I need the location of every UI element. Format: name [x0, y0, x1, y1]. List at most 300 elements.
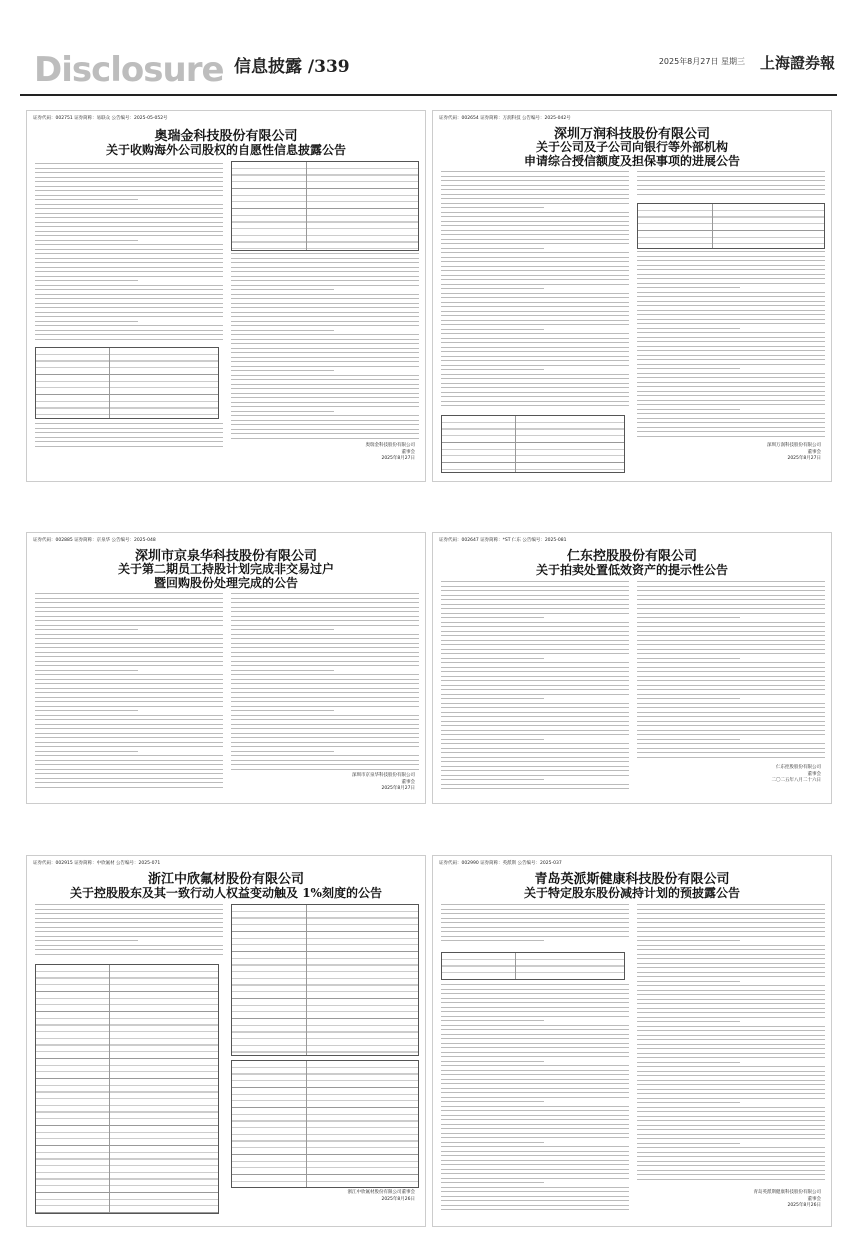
- text-line: [637, 1084, 825, 1085]
- text-line: [441, 198, 629, 199]
- text-line: [35, 661, 223, 662]
- text-line: [35, 611, 223, 612]
- text-line: [637, 1161, 825, 1162]
- text-line: [35, 190, 223, 191]
- text-line: [35, 638, 223, 639]
- text-line: [637, 658, 740, 659]
- text-line: [637, 436, 825, 437]
- text-line: [441, 766, 629, 767]
- text-line: [441, 383, 629, 384]
- text-line: [35, 249, 223, 250]
- text-line: [637, 608, 825, 609]
- text-line: [441, 1074, 629, 1075]
- text-line: [35, 222, 223, 223]
- text-line: [35, 616, 223, 617]
- text-line: [637, 707, 825, 708]
- text-line: [441, 998, 629, 999]
- text-line: [637, 703, 825, 704]
- text-line: [441, 189, 629, 190]
- text-line: [231, 420, 419, 421]
- text-line: [441, 360, 629, 361]
- text-line: [35, 208, 223, 209]
- notice-code: 证券代码：002915 证券简称：中欣氟材 公告编号：2025-071: [33, 861, 161, 866]
- text-line: [231, 402, 419, 403]
- company-name: 青岛英派斯健康科技股份有限公司: [534, 872, 730, 887]
- text-line: [637, 1107, 825, 1108]
- text-line: [637, 757, 825, 758]
- text-line: [637, 1048, 825, 1049]
- text-line: [35, 181, 223, 182]
- text-line: [35, 598, 223, 599]
- text-line: [35, 330, 223, 331]
- text-line: [441, 649, 629, 650]
- text-line: [637, 194, 825, 195]
- text-line: [637, 649, 825, 650]
- text-line: [441, 658, 544, 659]
- text-line: [441, 739, 544, 740]
- text-line: [637, 752, 825, 753]
- text-line: [35, 746, 223, 747]
- text-line: [231, 616, 419, 617]
- text-line: [35, 235, 223, 236]
- text-line: [637, 954, 825, 955]
- text-line: [231, 271, 419, 272]
- text-line: [441, 613, 629, 614]
- company-name: 仁东控股股份有限公司: [566, 549, 697, 564]
- signature-role: 董事会: [807, 771, 821, 777]
- text-line: [35, 226, 223, 227]
- text-line: [441, 689, 629, 690]
- text-line: [35, 927, 223, 928]
- text-line: [637, 730, 825, 731]
- text-line: [35, 782, 223, 783]
- text-line: [637, 1039, 825, 1040]
- text-line: [637, 355, 825, 356]
- text-line: [35, 446, 223, 447]
- text-line: [441, 306, 629, 307]
- text-line: [441, 757, 629, 758]
- text-line: [441, 1034, 629, 1035]
- text-line: [637, 595, 825, 596]
- text-line: [441, 617, 544, 618]
- notice-code: 证券代码：002647 证券简称：*ST 仁东 公告编号：2025-081: [439, 538, 567, 543]
- text-line: [637, 368, 740, 369]
- text-line: [441, 365, 629, 366]
- text-line: [637, 739, 740, 740]
- section-title: 信息披露 /339: [234, 57, 350, 77]
- text-line: [231, 370, 334, 371]
- text-line: [231, 334, 419, 335]
- text-line: [231, 607, 419, 608]
- text-line: [231, 415, 419, 416]
- text-line: [637, 292, 825, 293]
- text-line: [35, 316, 223, 317]
- text-line: [35, 679, 223, 680]
- text-line: [441, 989, 629, 990]
- text-line: [637, 256, 825, 257]
- text-line: [637, 1089, 825, 1090]
- signature-date: 2025年8月27日: [381, 786, 415, 791]
- text-line: [35, 217, 223, 218]
- text-line: [35, 922, 223, 923]
- notice-code: 证券代码：002990 证券简称：英派斯 公告编号：2025-037: [439, 861, 562, 866]
- text-line: [637, 404, 825, 405]
- text-line: [441, 761, 629, 762]
- text-line: [35, 652, 223, 653]
- text-line: [441, 913, 629, 914]
- text-line: [35, 441, 223, 442]
- notice-title: 关于拍卖处置低效资产的提示性公告: [535, 563, 728, 577]
- text-line: [35, 231, 223, 232]
- text-line: [441, 1043, 629, 1044]
- text-line: [231, 656, 419, 657]
- text-line: [637, 990, 825, 991]
- text-line: [441, 311, 629, 312]
- text-line: [231, 719, 419, 720]
- notice-title: 关于公司及子公司向银行等外部机构: [535, 140, 728, 154]
- text-line: [35, 325, 223, 326]
- text-line: [35, 737, 223, 738]
- text-line: [231, 643, 419, 644]
- text-line: [441, 1097, 629, 1098]
- text-line: [637, 323, 825, 324]
- text-line: [441, 1146, 629, 1147]
- text-line: [231, 706, 419, 707]
- text-line: [637, 1102, 740, 1103]
- text-line: [441, 784, 629, 785]
- text-line: [441, 626, 629, 627]
- notice-code: 证券代码：002885 证券简称：京泉华 公告编号：2025-048: [33, 538, 156, 543]
- text-line: [231, 411, 334, 412]
- text-line: [35, 289, 223, 290]
- text-line: [35, 909, 223, 910]
- text-line: [441, 221, 629, 222]
- text-line: [35, 904, 223, 905]
- text-line: [231, 670, 334, 671]
- text-line: [637, 287, 740, 288]
- text-line: [231, 769, 419, 770]
- body-text-left: [35, 163, 223, 343]
- text-line: [35, 271, 223, 272]
- equity-change-table-right: [231, 904, 419, 1056]
- text-line: [231, 280, 419, 281]
- text-line: [637, 296, 825, 297]
- company-name: 浙江中欣氟材股份有限公司: [147, 872, 304, 887]
- body-text-right-top: [637, 171, 825, 201]
- text-line: [231, 330, 334, 331]
- text-line: [35, 432, 223, 433]
- text-line: [441, 252, 629, 253]
- text-line: [637, 994, 825, 995]
- text-line: [441, 324, 629, 325]
- text-line: [441, 1088, 629, 1089]
- text-line: [35, 692, 223, 693]
- text-line: [441, 1151, 629, 1152]
- text-line: [35, 940, 138, 941]
- text-line: [35, 647, 223, 648]
- text-line: [231, 285, 419, 286]
- text-line: [637, 985, 825, 986]
- signature-company: 浙江中欣氟材股份有限公司董事会: [347, 1190, 415, 1195]
- shareholding-table: [441, 952, 625, 980]
- signature-block: [661, 765, 821, 785]
- text-line: [231, 375, 419, 376]
- text-line: [441, 185, 629, 186]
- text-line: [231, 647, 419, 648]
- text-line: [35, 423, 223, 424]
- text-line: [637, 967, 825, 968]
- text-line: [441, 378, 629, 379]
- text-line: [637, 1093, 825, 1094]
- text-line: [35, 945, 223, 946]
- body-text-right: [231, 253, 419, 443]
- text-line: [441, 725, 629, 726]
- text-line: [441, 1196, 629, 1197]
- text-line: [441, 1007, 629, 1008]
- text-line: [441, 748, 629, 749]
- text-line: [441, 779, 544, 780]
- text-line: [35, 701, 223, 702]
- text-line: [441, 347, 629, 348]
- text-line: [35, 706, 223, 707]
- text-line: [441, 703, 629, 704]
- text-line: [441, 1182, 544, 1183]
- text-line: [441, 270, 629, 271]
- text-line: [35, 168, 223, 169]
- text-line: [637, 698, 740, 699]
- text-line: [637, 1143, 740, 1144]
- text-line: [441, 734, 629, 735]
- text-line: [231, 289, 334, 290]
- text-line: [441, 1016, 629, 1017]
- text-line: [441, 922, 629, 923]
- text-line: [231, 303, 419, 304]
- page-header: [20, 40, 837, 88]
- text-line: [637, 963, 825, 964]
- masthead-logo: Disclosure: [34, 50, 224, 90]
- text-line: [231, 343, 419, 344]
- share-table: [35, 347, 219, 419]
- body-text-left: [35, 593, 223, 793]
- text-line: [637, 748, 825, 749]
- text-line: [441, 275, 629, 276]
- notice-panel-zhongxin: [26, 855, 426, 1227]
- text-line: [637, 725, 825, 726]
- text-line: [637, 1008, 825, 1009]
- text-line: [441, 342, 629, 343]
- text-line: [637, 976, 825, 977]
- text-line: [441, 1164, 629, 1165]
- text-line: [441, 1047, 629, 1048]
- text-line: [35, 755, 223, 756]
- text-line: [637, 604, 825, 605]
- text-line: [231, 253, 419, 254]
- text-line: [441, 216, 629, 217]
- notice-title-line2: 暨回购股份处理完成的公告: [153, 576, 298, 590]
- text-line: [441, 1070, 629, 1071]
- text-line: [637, 958, 825, 959]
- text-line: [231, 384, 419, 385]
- body-text-left: [441, 581, 629, 793]
- text-line: [441, 1160, 629, 1161]
- text-line: [441, 788, 629, 789]
- text-line: [441, 1029, 629, 1030]
- text-line: [441, 1209, 629, 1210]
- text-line: [35, 607, 223, 608]
- text-line: [441, 640, 629, 641]
- text-line: [231, 397, 419, 398]
- text-line: [231, 755, 419, 756]
- text-line: [441, 680, 629, 681]
- notice-panel-rendong: [432, 532, 832, 804]
- text-line: [441, 1178, 629, 1179]
- body-text-right: [637, 581, 825, 761]
- text-line: [637, 310, 825, 311]
- text-line: [35, 593, 223, 594]
- notice-panel-wanrun: [432, 110, 832, 482]
- text-line: [441, 667, 629, 668]
- text-line: [441, 207, 544, 208]
- text-line: [35, 913, 223, 914]
- text-line: [441, 1020, 544, 1021]
- text-line: [231, 348, 419, 349]
- text-line: [441, 698, 544, 699]
- text-line: [637, 269, 825, 270]
- text-line: [441, 288, 544, 289]
- text-line: [231, 406, 419, 407]
- body-text-left: [441, 984, 629, 1214]
- text-line: [35, 240, 138, 241]
- text-line: [35, 719, 223, 720]
- text-line: [231, 652, 419, 653]
- signature-date: 二〇二五年八月二十六日: [771, 778, 821, 783]
- text-line: [231, 393, 419, 394]
- text-line: [441, 261, 629, 262]
- text-line: [441, 1038, 629, 1039]
- text-line: [35, 303, 223, 304]
- text-line: [231, 737, 419, 738]
- text-line: [35, 339, 223, 340]
- text-line: [637, 386, 825, 387]
- text-line: [441, 931, 629, 932]
- text-line: [441, 176, 629, 177]
- text-line: [35, 186, 223, 187]
- text-line: [637, 931, 825, 932]
- notice-title: 关于控股股东及其一致行动人权益变动触及 1%刻度的公告: [70, 886, 382, 900]
- text-line: [637, 1138, 825, 1139]
- text-line: [231, 294, 419, 295]
- text-line: [35, 312, 223, 313]
- text-line: [35, 670, 138, 671]
- text-line: [441, 1065, 629, 1066]
- text-line: [231, 764, 419, 765]
- text-line: [35, 307, 223, 308]
- text-line: [441, 248, 544, 249]
- text-line: [231, 258, 419, 259]
- text-line: [35, 936, 223, 937]
- text-line: [637, 427, 825, 428]
- text-line: [35, 724, 223, 725]
- guarantee-table-right: [637, 203, 825, 249]
- text-line: [637, 662, 825, 663]
- text-line: [637, 1044, 825, 1045]
- text-line: [637, 283, 825, 284]
- text-line: [231, 316, 419, 317]
- text-line: [231, 433, 419, 434]
- text-line: [441, 315, 629, 316]
- text-line: [35, 625, 223, 626]
- text-line: [637, 1179, 825, 1180]
- text-line: [637, 359, 825, 360]
- text-line: [441, 752, 629, 753]
- text-line: [441, 243, 629, 244]
- text-line: [637, 626, 825, 627]
- text-line: [441, 1200, 629, 1201]
- text-line: [637, 712, 825, 713]
- text-line: [441, 635, 629, 636]
- text-line: [637, 581, 825, 582]
- text-line: [441, 180, 629, 181]
- text-line: [637, 734, 825, 735]
- text-line: [35, 688, 223, 689]
- text-line: [637, 1080, 825, 1081]
- text-line: [637, 265, 825, 266]
- text-line: [35, 918, 223, 919]
- text-line: [441, 257, 629, 258]
- text-line: [637, 1174, 825, 1175]
- text-line: [35, 683, 223, 684]
- text-line: [637, 431, 825, 432]
- text-line: [441, 1124, 629, 1125]
- text-line: [441, 586, 629, 587]
- text-line: [637, 689, 825, 690]
- signature-date: 2025年8月26日: [787, 1203, 821, 1208]
- text-line: [637, 640, 825, 641]
- notice-code: 证券代码：002751 证券简称：易联众 公告编号：2025-05-052号: [33, 116, 168, 121]
- text-line: [637, 936, 825, 937]
- text-line: [441, 1110, 629, 1111]
- text-line: [441, 631, 629, 632]
- text-line: [441, 730, 629, 731]
- body-text-left: [441, 171, 629, 411]
- text-line: [441, 1061, 544, 1062]
- text-line: [35, 298, 223, 299]
- text-line: [637, 617, 740, 618]
- text-line: [637, 909, 825, 910]
- text-line: [637, 305, 825, 306]
- text-line: [637, 395, 825, 396]
- text-line: [441, 1155, 629, 1156]
- text-line: [231, 366, 419, 367]
- text-line: [637, 972, 825, 973]
- text-line: [441, 392, 629, 393]
- text-line: [35, 267, 223, 268]
- text-line: [441, 284, 629, 285]
- text-line: [637, 631, 825, 632]
- body-text-left: [35, 904, 223, 960]
- text-line: [637, 1120, 825, 1121]
- text-line: [441, 644, 629, 645]
- text-line: [637, 1098, 825, 1099]
- text-line: [231, 276, 419, 277]
- notice-code: 证券代码：002654 证券简称：万润科技 公告编号：2025-042号: [439, 116, 571, 121]
- text-line: [637, 940, 740, 941]
- company-name: 深圳市京泉华科技股份有限公司: [134, 549, 317, 564]
- text-line: [35, 321, 138, 322]
- text-line: [231, 438, 419, 439]
- text-line: [35, 294, 223, 295]
- text-line: [35, 253, 223, 254]
